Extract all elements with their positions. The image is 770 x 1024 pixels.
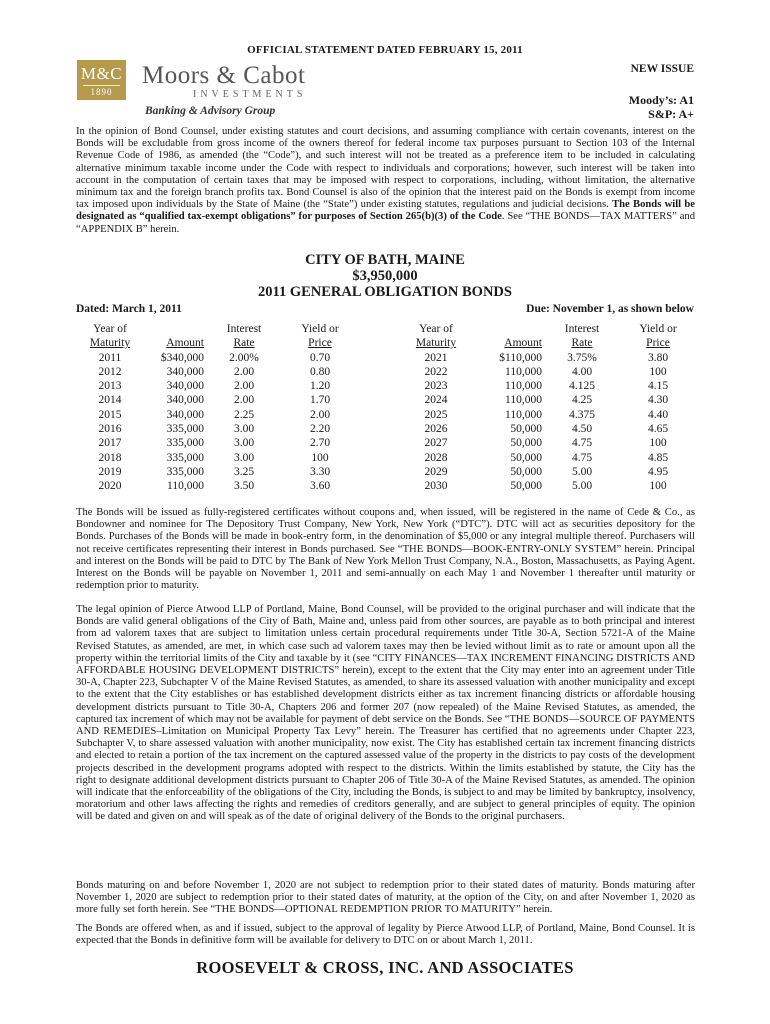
- amount-cell: 50,000: [510, 480, 542, 493]
- yield-price-cell: 4.85: [647, 451, 669, 464]
- amount-column-header: Amount: [504, 337, 542, 350]
- interest-rate-cell: 2.00: [233, 394, 255, 407]
- logo-year: 1890: [90, 87, 113, 97]
- interest-rate-cell: 2.00: [233, 380, 255, 393]
- maturity-year-cell: 2028: [424, 451, 448, 464]
- yield-price-cell: 3.60: [309, 480, 331, 493]
- maturity-header-row: [410, 322, 694, 351]
- due-date-note: Due: November 1, as shown below: [526, 303, 694, 315]
- maturity-row: [410, 436, 694, 450]
- interest-rate-cell: 4.50: [571, 423, 593, 436]
- interest-rate-cell: 4.375: [569, 408, 595, 421]
- amount-cell: 50,000: [510, 437, 542, 450]
- interest-rate-cell: 2.00: [233, 365, 255, 378]
- legal-opinion-paragraph: The legal opinion of Pierce Atwood LLP of Portland, Maine, Bond Counsel, will be provided to the original purchaser and will indicate that the Bonds are valid general obligations of the City of Bath, Maine and, unless paid from other sources, are payable as to both principal and interest from ad valorem taxes that are subject to limitation unless certain procedural requirements under Title 30-A, Section 5721-A of the Maine Revised Statutes, as amended, are met, in which case such ad valorem taxes may then be levied without limit as to rate or amount upon all the property within the territorial limits of the City and taxable by it (see “CITY FINANCES—TAX INCREMENT FINANCING DISTRICTS AND AFFORDABLE HOUSING DEVELOPMENT DISTRICTS” herein), except to the extent that the City may enter into an agreement under Title 30-A, Chapter 223, Subchapter V of the Maine Revised Statutes, as amended, to share its assessed valuation with another municipality and except to the extent that the City establishes or has established development districts either as tax increment financing districts or affordable housing development districts pursuant to Title 30-A, Chapters 206 and former 207 (now repealed) of the Maine Revised Statutes, as amended, the captured tax increment of which may not be available for payment of debt service on the Bonds. See “THE BONDS—SOURCE OF PAYMENTS AND REMEDIES–Limitation on Municipal Property Tax Levy” herein. The Treasurer has certified that no agreements under Chapter 223, Subchapter V, to share assessed valuation with another municipality, now exist. The City has established certain tax increment financing districts and elected to retain a portion of the tax increment on the captured assessed value of the property in the districts to pay costs of the development projects described in the development programs adopted with respect to the districts. Within the limits established by statute, the City has the right to designate additional development districts pursuant to Chapter 206 of Title 30-A of the Maine Revised Statutes, as amended. The opinion will indicate that the enforceability of the obligations of the City, including the Bonds, is subject to and may be limited by bankruptcy, insolvency, moratorium and other laws affecting the rights and remedies of creditors generally, and are subject to general principles of equity. The opinion will be dated and given on and will speak as of the date of original delivery of the Bonds to the original purchasers.: [76, 604, 696, 823]
- interest-rate-cell: 3.00: [233, 437, 255, 450]
- amount-cell: $340,000: [160, 351, 204, 364]
- sp-rating: S&P: A+: [648, 107, 694, 121]
- yield-price-cell: 100: [649, 480, 667, 493]
- yield-column-header: Yield or Price: [301, 323, 339, 350]
- interest-rate-cell: 4.25: [571, 394, 593, 407]
- rate-column-header: Interest Rate: [226, 323, 262, 350]
- amount-cell: 110,000: [505, 365, 542, 378]
- amount-cell: 335,000: [166, 423, 204, 436]
- amount-cell: 110,000: [167, 480, 204, 493]
- interest-rate-cell: 3.50: [233, 480, 255, 493]
- maturity-table-left: [84, 322, 356, 494]
- yield-price-cell: 100: [649, 437, 667, 450]
- interest-rate-cell: 4.75: [571, 451, 593, 464]
- amount-cell: 50,000: [510, 423, 542, 436]
- maturity-row: [84, 351, 356, 365]
- maturity-year-cell: 2018: [98, 451, 122, 464]
- moodys-rating: Moody’s: A1: [628, 93, 694, 107]
- yield-price-cell: 4.95: [647, 465, 669, 478]
- maturity-year-cell: 2030: [424, 480, 448, 493]
- yield-price-cell: 1.20: [309, 380, 331, 393]
- maturity-row: [410, 393, 694, 407]
- yield-price-cell: 1.70: [309, 394, 331, 407]
- amount-cell: 110,000: [505, 380, 542, 393]
- bond-series-title: 2011 GENERAL OBLIGATION BONDS: [258, 284, 512, 300]
- maturity-row: [410, 351, 694, 365]
- interest-rate-cell: 5.00: [571, 480, 593, 493]
- amount-cell: 110,000: [505, 408, 542, 421]
- issue-amount: $3,950,000: [352, 268, 418, 284]
- interest-rate-cell: 3.75%: [567, 351, 597, 364]
- amount-cell: 50,000: [510, 451, 542, 464]
- moors-cabot-logo: [77, 60, 126, 100]
- year-column-header: Year of Maturity: [89, 323, 131, 350]
- yield-price-cell: 3.80: [647, 351, 669, 364]
- interest-rate-cell: 2.25: [233, 408, 255, 421]
- amount-cell: 340,000: [166, 380, 204, 393]
- logo-divider: [83, 85, 120, 86]
- amount-cell: 340,000: [166, 408, 204, 421]
- maturity-year-cell: 2023: [424, 380, 448, 393]
- brand-subtitle: INVESTMENTS: [193, 89, 307, 100]
- maturity-row: [84, 451, 356, 465]
- maturity-table-right: [410, 322, 694, 494]
- interest-rate-cell: 4.125: [569, 380, 595, 393]
- amount-cell: 340,000: [166, 394, 204, 407]
- official-statement-date: OFFICIAL STATEMENT DATED FEBRUARY 15, 2011: [247, 44, 523, 56]
- interest-rate-cell: 3.00: [233, 451, 255, 464]
- maturity-header-row: [84, 322, 356, 351]
- maturity-row: [84, 365, 356, 379]
- maturity-row: [84, 422, 356, 436]
- book-entry-paragraph: The Bonds will be issued as fully-registered certificates without coupons and, when issued, will be registered in the name of Cede & Co., as Bondowner and nominee for The Depository Trust Company, New York, New York (“DTC”). DTC will act as securities depository for the Bonds. Purchases of the Bonds will be made in book-entry form, in the denomination of $5,000 or any integral multiple thereof. Purchasers will not receive certificates representing their interest in Bonds purchased. See “THE BONDS—BOOK-ENTRY-ONLY SYSTEM” herein. Principal and interest on the Bonds will be paid to DTC by The Bank of New York Mellon Trust Company, N.A., Boston, Massachusetts, as Paying Agent. Interest on the Bonds will be payable on November 1, 2011 and semi-annually on each May 1 and November 1 thereafter until maturity or redemption prior to maturity.: [76, 507, 695, 592]
- maturity-year-cell: 2025: [424, 408, 448, 421]
- yield-price-cell: 4.15: [647, 380, 669, 393]
- banking-group-label: Banking & Advisory Group: [145, 105, 276, 117]
- amount-cell: 110,000: [505, 394, 542, 407]
- offering-paragraph: The Bonds are offered when, as and if issued, subject to the approval of legality by Pierce Atwood LLP, of Portland, Maine, Bond Counsel. It is expected that the Bonds in definitive form will be available for delivery to DTC on or about March 1, 2011.: [76, 923, 695, 947]
- maturity-row: [410, 408, 694, 422]
- maturity-year-cell: 2029: [424, 465, 448, 478]
- new-issue-label: NEW ISSUE: [630, 63, 694, 75]
- maturity-year-cell: 2014: [98, 394, 122, 407]
- redemption-paragraph: Bonds maturing on and before November 1, 2020 are not subject to redemption prior to their stated dates of maturity. Bonds maturing after November 1, 2020 are subject to redemption prior to their stated dates of maturity, at the option of the City, on and after November 1, 2020 as more fully set forth herein. See “THE BONDS—OPTIONAL REDEMPTION PRIOR TO MATURITY” herein.: [76, 880, 695, 916]
- maturity-row: [410, 365, 694, 379]
- yield-price-cell: 100: [311, 451, 329, 464]
- interest-rate-cell: 5.00: [571, 465, 593, 478]
- maturity-row: [84, 436, 356, 450]
- maturity-year-cell: 2022: [424, 365, 448, 378]
- amount-cell: 335,000: [166, 451, 204, 464]
- maturity-year-cell: 2011: [98, 351, 122, 364]
- maturity-year-cell: 2021: [424, 351, 448, 364]
- amount-cell: $110,000: [499, 351, 542, 364]
- brand-name: Moors & Cabot: [142, 62, 306, 89]
- maturity-row: [410, 451, 694, 465]
- amount-cell: 335,000: [166, 465, 204, 478]
- maturity-year-cell: 2012: [98, 365, 122, 378]
- interest-rate-cell: 3.00: [233, 423, 255, 436]
- interest-rate-cell: 4.75: [571, 437, 593, 450]
- yield-price-cell: 3.30: [309, 465, 331, 478]
- interest-rate-cell: 3.25: [233, 465, 255, 478]
- maturity-row: [84, 408, 356, 422]
- maturity-row: [84, 379, 356, 393]
- yield-price-cell: 0.80: [309, 365, 331, 378]
- tax-opinion-tail: . See “THE BONDS—TAX MATTERS” and “APPENDIX B” herein.: [76, 211, 695, 235]
- yield-price-cell: 100: [649, 365, 667, 378]
- issuer-title: CITY OF BATH, MAINE: [305, 252, 465, 268]
- yield-price-cell: 4.65: [647, 423, 669, 436]
- logo-initials: M&C: [80, 64, 123, 83]
- yield-price-cell: 2.20: [309, 423, 331, 436]
- maturity-year-cell: 2013: [98, 380, 122, 393]
- maturity-row: [84, 393, 356, 407]
- yield-price-cell: 2.70: [309, 437, 331, 450]
- maturity-year-cell: 2020: [98, 480, 122, 493]
- yield-price-cell: 4.30: [647, 394, 669, 407]
- rate-column-header: Interest Rate: [564, 323, 600, 350]
- interest-rate-cell: 4.00: [571, 365, 593, 378]
- maturity-row: [410, 465, 694, 479]
- maturity-row: [84, 465, 356, 479]
- maturity-year-cell: 2024: [424, 394, 448, 407]
- maturity-year-cell: 2017: [98, 437, 122, 450]
- maturity-year-cell: 2027: [424, 437, 448, 450]
- amount-cell: 335,000: [166, 437, 204, 450]
- amount-column-header: Amount: [166, 337, 204, 350]
- maturity-row: [410, 479, 694, 493]
- year-column-header: Year of Maturity: [415, 323, 457, 350]
- tax-opinion-paragraph: [76, 126, 695, 236]
- underwriter-name: ROOSEVELT & CROSS, INC. AND ASSOCIATES: [196, 958, 574, 977]
- yield-price-cell: 2.00: [309, 408, 331, 421]
- amount-cell: 340,000: [166, 365, 204, 378]
- dated-date: Dated: March 1, 2011: [76, 303, 182, 315]
- yield-price-cell: 4.40: [647, 408, 669, 421]
- maturity-year-cell: 2019: [98, 465, 122, 478]
- maturity-row: [410, 422, 694, 436]
- maturity-year-cell: 2026: [424, 423, 448, 436]
- amount-cell: 50,000: [510, 465, 542, 478]
- maturity-year-cell: 2016: [98, 423, 122, 436]
- tax-opinion-text: In the opinion of Bond Counsel, under existing statutes and court decisions, and assuming compliance with certain covenants, interest on the Bonds will be excludable from gross income of the owners thereof for federal income tax purposes pursuant to Section 103 of the Internal Revenue Code of 1986, as amended (the “Code”), and such interest will not be treated as a preference item to be included in calculating alternative minimum taxable income under the Code with respect to individuals and corporations; however, such interest will be taken into account in the computation of certain taxes that may be imposed with respect to corporations, including, without limitation, the alternative minimum tax and the foreign branch profits tax. Bond Counsel is also of the opinion that the interest paid on the Bonds is exempt from income tax imposed upon individuals by the State of Maine (the “State”) under existing statutes, regulations and judicial decisions.: [76, 126, 695, 211]
- maturity-row: [84, 479, 356, 493]
- maturity-row: [410, 379, 694, 393]
- yield-price-cell: 0.70: [309, 351, 331, 364]
- tax-designation-bold: The Bonds will be designated as “qualified tax-exempt obligations” for purposes of Section 265(b)(3) of the Code: [76, 199, 695, 223]
- maturity-year-cell: 2015: [98, 408, 122, 421]
- interest-rate-cell: 2.00%: [229, 351, 259, 364]
- yield-column-header: Yield or Price: [639, 323, 677, 350]
